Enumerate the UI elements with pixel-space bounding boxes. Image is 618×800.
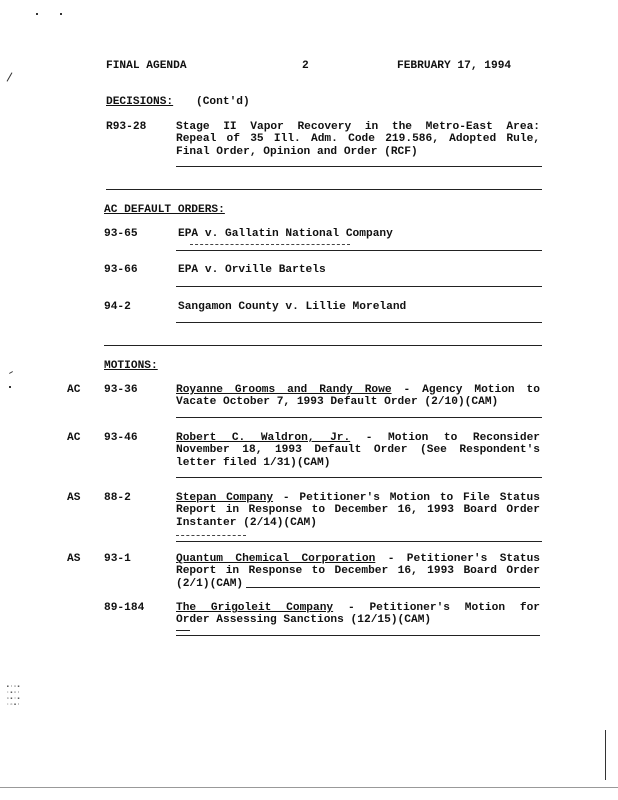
motion-number: 88-2 xyxy=(104,492,131,504)
signature-line xyxy=(176,417,542,418)
ac-default-orders-heading: AC DEFAULT ORDERS: xyxy=(104,204,225,216)
motion-party: The Grigoleit Company xyxy=(176,602,334,614)
motion-party: Robert C. Waldron, Jr. xyxy=(176,432,351,444)
page-number: 2 xyxy=(302,60,309,72)
signature-line xyxy=(246,587,540,588)
motion-number: 93-36 xyxy=(104,384,138,396)
motion-line: Instanter (2/14)(CAM) xyxy=(176,516,317,529)
motion-line: Vacate October 7, 1993 Default Order (2/10)(CAM) xyxy=(176,396,499,409)
motion-line: - Agency Motion to xyxy=(403,384,540,396)
decisions-contd: (Cont'd) xyxy=(196,96,250,108)
decision-text xyxy=(176,121,540,158)
motion-party: Quantum Chemical Corporation xyxy=(176,553,376,565)
motion-line: - Petitioner's Motion for xyxy=(347,602,540,614)
decision-line: Final Order, Opinion and Order (RCF) xyxy=(176,145,418,158)
scan-speck xyxy=(60,13,62,15)
motion-code: AS xyxy=(67,553,81,565)
section-divider xyxy=(106,189,542,190)
motion-text xyxy=(176,432,540,469)
signature-scribble xyxy=(176,630,190,631)
ac-order-number: 93-66 xyxy=(104,264,138,276)
signature-line xyxy=(176,250,542,251)
motion-line: - Motion to Reconsider xyxy=(365,432,540,444)
signature-line xyxy=(176,541,542,542)
motion-party: Royanne Grooms and Randy Rowe xyxy=(176,384,392,396)
scan-edge-line xyxy=(605,730,606,780)
motion-line: Order Assessing Sanctions (12/15)(CAM) xyxy=(176,614,432,627)
signature-line xyxy=(176,166,542,167)
decision-line: Stage II Vapor Recovery in the Metro-East Area: xyxy=(176,121,540,133)
motion-party: Stepan Company xyxy=(176,492,274,504)
header-date: FEBRUARY 17, 1994 xyxy=(397,60,512,72)
ac-order-text: EPA v. Orville Bartels xyxy=(178,264,326,276)
ac-order-text: Sangamon County v. Lillie Moreland xyxy=(178,301,407,313)
signature-line xyxy=(176,322,542,323)
scan-speckle-cluster: ▪·▫▪ ·▪▫· ▫▪·▪ ·▫▪· xyxy=(6,683,21,708)
motion-text xyxy=(176,492,540,529)
scan-speck xyxy=(9,386,11,388)
decisions-heading: DECISIONS: xyxy=(106,96,174,108)
signature-scribble xyxy=(176,535,246,536)
motion-number: 89-184 xyxy=(104,602,145,614)
motion-line: - Petitioner's Motion to File Status xyxy=(282,492,540,504)
motion-text xyxy=(176,602,540,627)
scan-speck xyxy=(9,371,13,374)
motion-line: letter filed 1/31)(CAM) xyxy=(176,456,331,469)
signature-line xyxy=(176,635,540,636)
section-divider xyxy=(104,345,542,346)
motion-code: AC xyxy=(67,384,81,396)
scan-speck xyxy=(36,13,38,15)
motion-text xyxy=(176,384,540,409)
ac-order-number: 93-65 xyxy=(104,228,138,240)
signature-line xyxy=(176,286,542,287)
motion-line: November 18, 1993 Default Order (See Respondent's xyxy=(176,444,540,457)
decision-number: R93-28 xyxy=(106,121,147,133)
signature-scribble xyxy=(190,244,350,245)
motion-code: AC xyxy=(67,432,81,444)
motion-line: Report in Response to December 16, 1993 Board Order xyxy=(176,565,540,578)
signature-line xyxy=(176,477,542,478)
motion-code: AS xyxy=(67,492,81,504)
motion-number: 93-1 xyxy=(104,553,131,565)
decision-line: Repeal of 35 Ill. Adm. Code 219.586, Adopted Rule, xyxy=(176,133,540,146)
motion-line: - Petitioner's Status xyxy=(387,553,540,565)
motion-text xyxy=(176,553,540,590)
header-title: FINAL AGENDA xyxy=(106,60,187,72)
motion-line: (2/1)(CAM) xyxy=(176,577,244,590)
ac-order-number: 94-2 xyxy=(104,301,131,313)
motions-heading: MOTIONS: xyxy=(104,360,158,372)
motion-number: 93-46 xyxy=(104,432,138,444)
scan-speck xyxy=(7,72,13,81)
ac-order-text: EPA v. Gallatin National Company xyxy=(178,228,393,240)
scan-bottom-edge xyxy=(0,787,618,788)
motion-line: Report in Response to December 16, 1993 Board Order xyxy=(176,504,540,517)
